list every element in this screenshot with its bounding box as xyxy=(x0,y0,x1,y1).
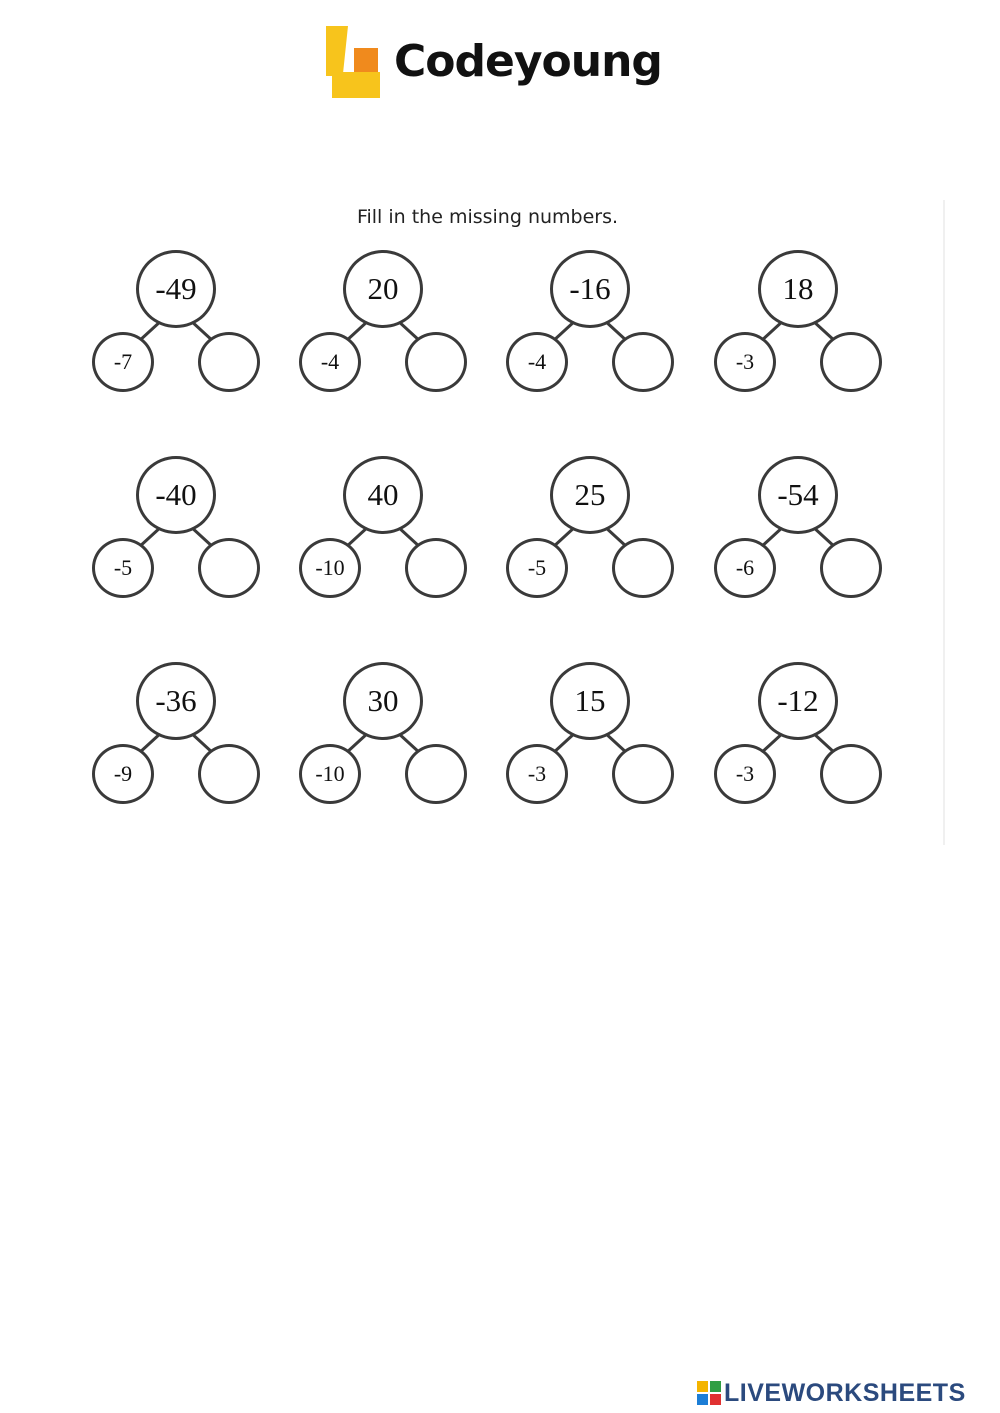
whole-circle: -36 xyxy=(136,662,216,740)
whole-circle: -16 xyxy=(550,250,630,328)
known-part-circle: -3 xyxy=(714,332,776,392)
whole-circle: 40 xyxy=(343,456,423,534)
number-bond xyxy=(299,456,479,606)
missing-part-circle[interactable] xyxy=(612,538,674,598)
whole-circle: -12 xyxy=(758,662,838,740)
liveworksheets-logo xyxy=(697,1378,966,1408)
whole-circle: 20 xyxy=(343,250,423,328)
number-bond xyxy=(92,456,272,606)
number-bond xyxy=(299,250,479,400)
missing-part-circle[interactable] xyxy=(198,332,260,392)
liveworksheets-brand: LIVEWORKSHEETS xyxy=(724,1378,966,1407)
missing-part-circle[interactable] xyxy=(612,332,674,392)
known-part-circle: -4 xyxy=(506,332,568,392)
number-bond xyxy=(714,662,894,812)
page-edge-divider xyxy=(943,200,945,845)
known-part-circle: -5 xyxy=(506,538,568,598)
number-bond xyxy=(506,250,686,400)
known-part-circle: -5 xyxy=(92,538,154,598)
whole-circle: -40 xyxy=(136,456,216,534)
known-part-circle: -6 xyxy=(714,538,776,598)
known-part-circle: -9 xyxy=(92,744,154,804)
known-part-circle: -10 xyxy=(299,538,361,598)
whole-circle: -54 xyxy=(758,456,838,534)
codeyoung-logo xyxy=(326,24,662,100)
number-bond xyxy=(714,456,894,606)
whole-circle: 15 xyxy=(550,662,630,740)
missing-part-circle[interactable] xyxy=(820,332,882,392)
whole-circle: 30 xyxy=(343,662,423,740)
missing-part-circle[interactable] xyxy=(820,538,882,598)
whole-circle: 25 xyxy=(550,456,630,534)
number-bond xyxy=(714,250,894,400)
number-bond xyxy=(299,662,479,812)
number-bond xyxy=(92,250,272,400)
codeyoung-logo-icon xyxy=(326,26,382,98)
whole-circle: -49 xyxy=(136,250,216,328)
instruction-text: Fill in the missing numbers. xyxy=(356,206,619,228)
missing-part-circle[interactable] xyxy=(198,744,260,804)
missing-part-circle[interactable] xyxy=(405,332,467,392)
number-bond xyxy=(506,456,686,606)
number-bond xyxy=(92,662,272,812)
known-part-circle: -3 xyxy=(714,744,776,804)
known-part-circle: -7 xyxy=(92,332,154,392)
missing-part-circle[interactable] xyxy=(612,744,674,804)
missing-part-circle[interactable] xyxy=(820,744,882,804)
missing-part-circle[interactable] xyxy=(405,538,467,598)
known-part-circle: -4 xyxy=(299,332,361,392)
number-bond xyxy=(506,662,686,812)
known-part-circle: -3 xyxy=(506,744,568,804)
brand-name: Codeyoung xyxy=(394,36,662,87)
whole-circle: 18 xyxy=(758,250,838,328)
liveworksheets-logo-icon xyxy=(697,1381,721,1405)
missing-part-circle[interactable] xyxy=(405,744,467,804)
missing-part-circle[interactable] xyxy=(198,538,260,598)
known-part-circle: -10 xyxy=(299,744,361,804)
